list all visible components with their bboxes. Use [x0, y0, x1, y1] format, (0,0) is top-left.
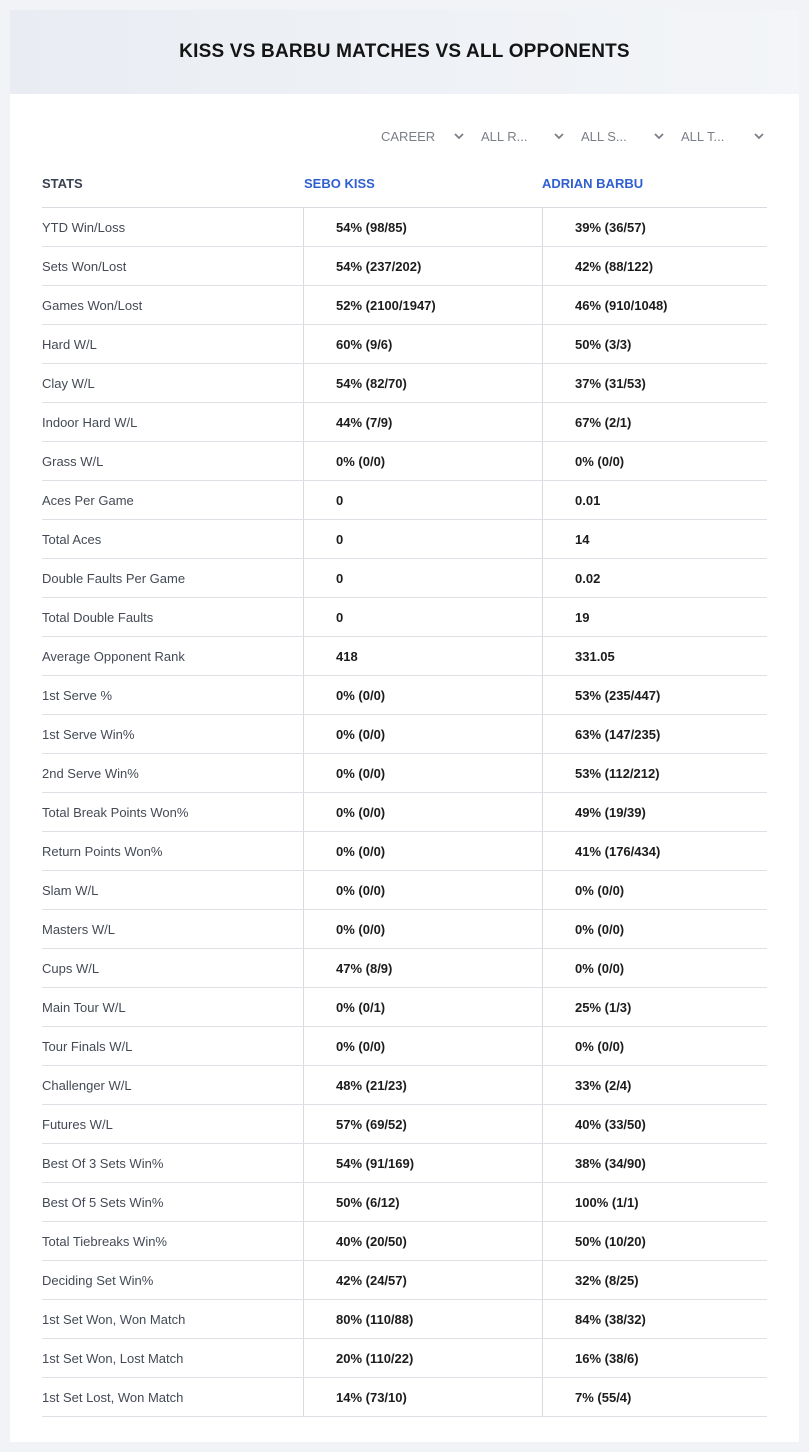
stat-name: Total Double Faults: [42, 609, 154, 625]
player2-value: 49% (19/39): [542, 793, 767, 831]
stat-name: Hard W/L: [42, 336, 97, 352]
stat-name: Best Of 5 Sets Win%: [42, 1194, 164, 1210]
player2-value: 41% (176/434): [542, 832, 767, 870]
player1-value: 54% (82/70): [303, 364, 542, 402]
filter-rounds-select[interactable]: [467, 126, 567, 146]
player2-value: 40% (33/50): [542, 1105, 767, 1143]
player2-value: 39% (36/57): [542, 208, 767, 246]
filter-bar: [367, 126, 767, 146]
filter-label: ALL T...: [681, 128, 725, 144]
player2-value: 46% (910/1048): [542, 286, 767, 324]
player2-value: 50% (10/20): [542, 1222, 767, 1260]
player2-value: 0.01: [542, 481, 767, 519]
player1-value: 60% (9/6): [303, 325, 542, 363]
table-row: [42, 364, 767, 403]
stat-name: Futures W/L: [42, 1116, 113, 1132]
player2-value: 14: [542, 520, 767, 558]
player1-value: 0: [303, 559, 542, 597]
filter-tournaments-select[interactable]: [667, 126, 767, 146]
player2-value: 0% (0/0): [542, 910, 767, 948]
player1-value: 0% (0/0): [303, 832, 542, 870]
table-row: [42, 247, 767, 286]
player2-value: 19: [542, 598, 767, 636]
chevron-down-icon: [753, 130, 765, 142]
filter-label: ALL S...: [581, 128, 627, 144]
stat-name: Total Aces: [42, 531, 102, 547]
table-row: [42, 949, 767, 988]
table-row: [42, 208, 767, 247]
player2-value: 50% (3/3): [542, 325, 767, 363]
table-row: [42, 676, 767, 715]
table-row: [42, 1378, 767, 1417]
table-row: [42, 481, 767, 520]
table-row: [42, 403, 767, 442]
table-row: [42, 754, 767, 793]
card-header: [10, 10, 799, 94]
player2-value: 0% (0/0): [542, 1027, 767, 1065]
player1-value: 50% (6/12): [303, 1183, 542, 1221]
player1-value: 54% (98/85): [303, 208, 542, 246]
player1-value: 0% (0/1): [303, 988, 542, 1026]
player1-value: 0% (0/0): [303, 871, 542, 909]
table-row: [42, 1300, 767, 1339]
stat-name: 2nd Serve Win%: [42, 765, 139, 781]
stat-name: 1st Set Lost, Won Match: [42, 1389, 184, 1405]
player1-value: 44% (7/9): [303, 403, 542, 441]
player2-value: 25% (1/3): [542, 988, 767, 1026]
player1-value: 42% (24/57): [303, 1261, 542, 1299]
player2-value: 16% (38/6): [542, 1339, 767, 1377]
player1-value: 14% (73/10): [303, 1378, 542, 1416]
player1-value: 80% (110/88): [303, 1300, 542, 1338]
stat-name: Total Tiebreaks Win%: [42, 1233, 167, 1249]
filter-label: ALL R...: [481, 128, 528, 144]
player2-value: 53% (112/212): [542, 754, 767, 792]
table-row: [42, 286, 767, 325]
filter-surfaces-select[interactable]: [567, 126, 667, 146]
player2-value: 100% (1/1): [542, 1183, 767, 1221]
table-row: [42, 1183, 767, 1222]
stat-name: 1st Set Won, Won Match: [42, 1311, 186, 1327]
player2-link[interactable]: ADRIAN BARBU: [542, 176, 644, 191]
player2-value: 0% (0/0): [542, 871, 767, 909]
stats-column-header: STATS: [42, 176, 83, 191]
stat-name: Deciding Set Win%: [42, 1272, 154, 1288]
player1-value: 0% (0/0): [303, 910, 542, 948]
table-row: [42, 598, 767, 637]
stat-name: Total Break Points Won%: [42, 804, 189, 820]
stat-name: Sets Won/Lost: [42, 258, 127, 274]
player1-value: 0% (0/0): [303, 442, 542, 480]
table-row: [42, 325, 767, 364]
table-row: [42, 520, 767, 559]
stat-name: Tour Finals W/L: [42, 1038, 133, 1054]
stat-name: Masters W/L: [42, 921, 115, 937]
player1-value: 54% (237/202): [303, 247, 542, 285]
stat-name: YTD Win/Loss: [42, 219, 126, 235]
player1-value: 0: [303, 598, 542, 636]
table-row: [42, 1105, 767, 1144]
player2-value: 0.02: [542, 559, 767, 597]
player2-value: 331.05: [542, 637, 767, 675]
filter-career-select[interactable]: [367, 126, 467, 146]
table-body: [42, 208, 767, 1417]
player1-value: 48% (21/23): [303, 1066, 542, 1104]
table-row: [42, 1339, 767, 1378]
stat-name: Games Won/Lost: [42, 297, 143, 313]
stat-name: Return Points Won%: [42, 843, 163, 859]
player1-link[interactable]: SEBO KISS: [304, 176, 375, 191]
player1-value: 47% (8/9): [303, 949, 542, 987]
stat-name: Average Opponent Rank: [42, 648, 185, 664]
player2-value: 0% (0/0): [542, 949, 767, 987]
table-row: [42, 871, 767, 910]
stat-name: Cups W/L: [42, 960, 100, 976]
player2-value: 32% (8/25): [542, 1261, 767, 1299]
table-header: [42, 160, 767, 208]
player1-value: 52% (2100/1947): [303, 286, 542, 324]
stat-name: Best Of 3 Sets Win%: [42, 1155, 164, 1171]
stat-name: Slam W/L: [42, 882, 99, 898]
stat-name: Indoor Hard W/L: [42, 414, 138, 430]
stat-name: Clay W/L: [42, 375, 95, 391]
player1-value: 0% (0/0): [303, 1027, 542, 1065]
player1-value: 0: [303, 520, 542, 558]
stat-name: Challenger W/L: [42, 1077, 132, 1093]
chevron-down-icon: [453, 130, 465, 142]
stat-name: Grass W/L: [42, 453, 104, 469]
player1-value: 40% (20/50): [303, 1222, 542, 1260]
player1-value: 418: [303, 637, 542, 675]
player2-value: 38% (34/90): [542, 1144, 767, 1182]
filter-label: CAREER: [381, 128, 436, 144]
table-row: [42, 1066, 767, 1105]
player1-value: 57% (69/52): [303, 1105, 542, 1143]
table-row: [42, 1144, 767, 1183]
stat-name: Main Tour W/L: [42, 999, 126, 1015]
table-row: [42, 910, 767, 949]
player2-value: 42% (88/122): [542, 247, 767, 285]
stat-name: 1st Serve Win%: [42, 726, 135, 742]
table-row: [42, 637, 767, 676]
page-title: KISS VS BARBU MATCHES VS ALL OPPONENTS: [179, 41, 630, 62]
table-row: [42, 715, 767, 754]
player2-value: 7% (55/4): [542, 1378, 767, 1416]
player1-value: 0% (0/0): [303, 715, 542, 753]
player2-value: 84% (38/32): [542, 1300, 767, 1338]
player2-value: 37% (31/53): [542, 364, 767, 402]
stat-name: Double Faults Per Game: [42, 570, 186, 586]
table-row: [42, 442, 767, 481]
player2-value: 53% (235/447): [542, 676, 767, 714]
player2-value: 67% (2/1): [542, 403, 767, 441]
table-row: [42, 793, 767, 832]
player1-value: 0% (0/0): [303, 754, 542, 792]
player1-value: 0% (0/0): [303, 676, 542, 714]
player2-value: 0% (0/0): [542, 442, 767, 480]
player1-value: 0: [303, 481, 542, 519]
stats-table: [42, 160, 767, 1417]
stat-name: Aces Per Game: [42, 492, 134, 508]
table-row: [42, 1222, 767, 1261]
player2-value: 33% (2/4): [542, 1066, 767, 1104]
player1-value: 54% (91/169): [303, 1144, 542, 1182]
table-row: [42, 1027, 767, 1066]
stats-card: [10, 10, 799, 1442]
player1-value: 0% (0/0): [303, 793, 542, 831]
table-row: [42, 559, 767, 598]
chevron-down-icon: [553, 130, 565, 142]
stat-name: 1st Set Won, Lost Match: [42, 1350, 184, 1366]
table-row: [42, 988, 767, 1027]
chevron-down-icon: [653, 130, 665, 142]
table-row: [42, 1261, 767, 1300]
player2-value: 63% (147/235): [542, 715, 767, 753]
table-row: [42, 832, 767, 871]
player1-value: 20% (110/22): [303, 1339, 542, 1377]
stat-name: 1st Serve %: [42, 687, 113, 703]
